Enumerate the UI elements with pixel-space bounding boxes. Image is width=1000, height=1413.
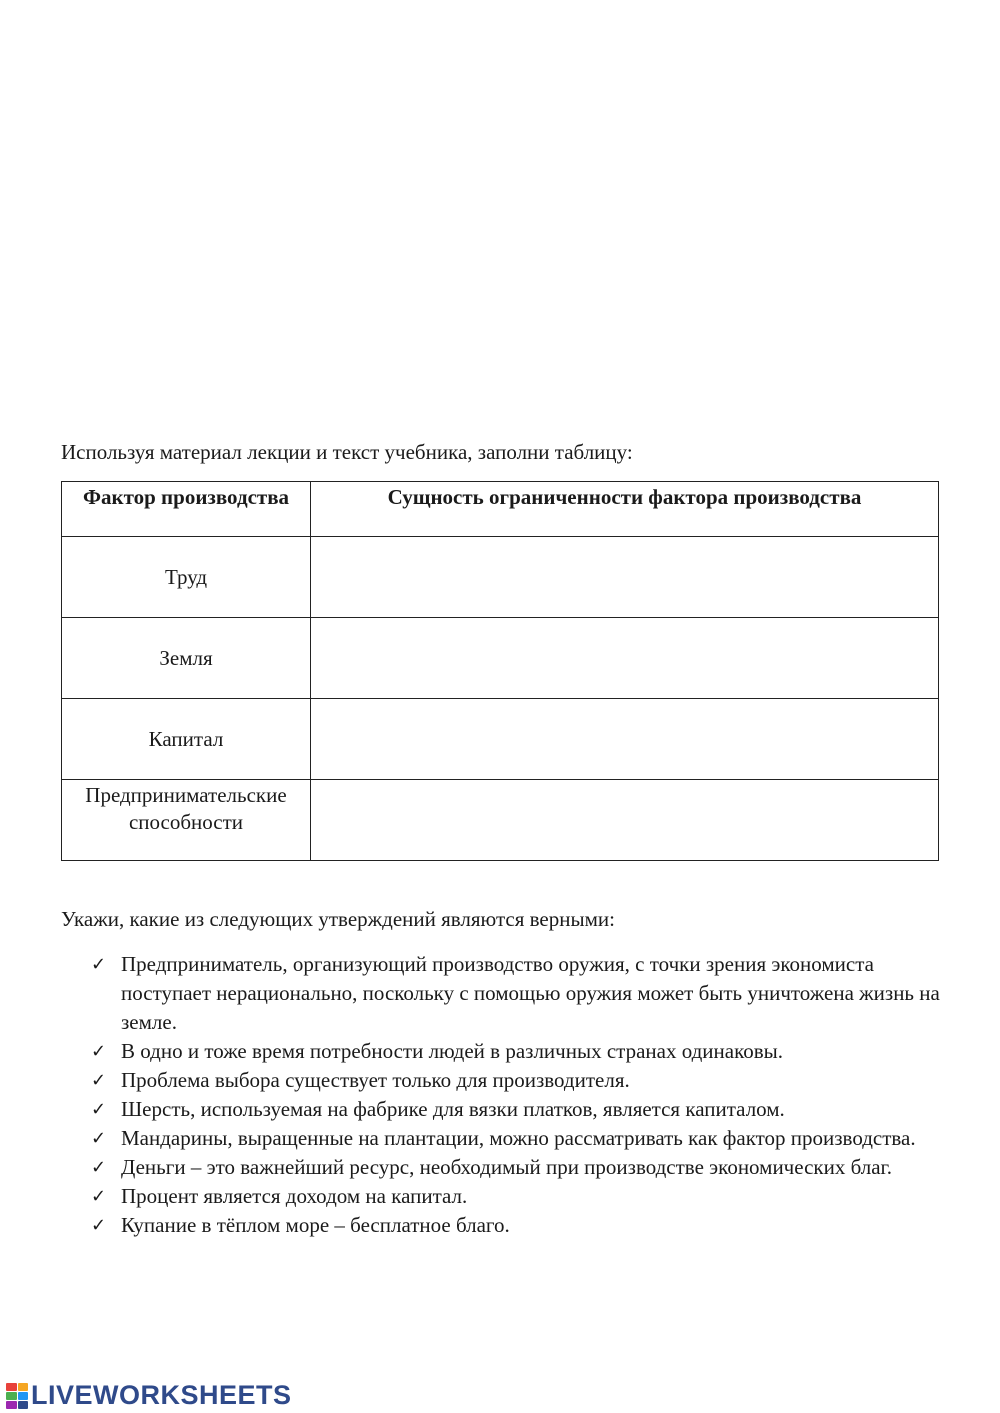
answer-cell[interactable] xyxy=(311,699,939,780)
liveworksheets-logo-icon xyxy=(6,1383,28,1409)
checkmark-icon: ✓ xyxy=(91,1041,107,1062)
statement-item[interactable] xyxy=(91,1037,951,1066)
answer-cell[interactable] xyxy=(311,618,939,699)
table-row xyxy=(62,618,939,699)
statement-text: Купание в тёплом море – бесплатное благо. xyxy=(121,1213,510,1237)
factor-cell: Земля xyxy=(62,618,311,699)
checkmark-icon: ✓ xyxy=(91,1070,107,1091)
logo-block xyxy=(18,1401,29,1409)
logo-block xyxy=(6,1401,17,1409)
brand-name: LIVEWORKSHEETS xyxy=(31,1380,292,1410)
header-factor: Фактор производства xyxy=(62,482,311,537)
table-row xyxy=(62,699,939,780)
factors-table xyxy=(61,481,939,861)
statement-item[interactable] xyxy=(91,1211,951,1240)
statement-text: Процент является доходом на капитал. xyxy=(121,1184,468,1208)
statement-item[interactable] xyxy=(91,950,951,1037)
logo-block xyxy=(18,1392,29,1400)
statement-item[interactable] xyxy=(91,1124,951,1153)
factor-cell: Капитал xyxy=(62,699,311,780)
table-instruction: Используя материал лекции и текст учебника, заполни таблицу: xyxy=(61,440,633,464)
statement-text: Шерсть, используемая на фабрике для вязки платков, является капиталом. xyxy=(121,1097,785,1121)
statement-item[interactable] xyxy=(91,1153,951,1182)
statement-item[interactable] xyxy=(91,1182,951,1211)
statement-text: Проблема выбора существует только для производителя. xyxy=(121,1068,630,1092)
logo-block xyxy=(6,1392,17,1400)
checkmark-icon: ✓ xyxy=(91,1099,107,1120)
factor-cell: Труд xyxy=(62,537,311,618)
checkmark-icon: ✓ xyxy=(91,954,107,975)
statement-item[interactable] xyxy=(91,1066,951,1095)
table-header-row xyxy=(62,482,939,537)
statements-question: Укажи, какие из следующих утверждений являются верными: xyxy=(61,907,615,931)
logo-block xyxy=(6,1383,17,1391)
table-row xyxy=(62,537,939,618)
checkmark-icon: ✓ xyxy=(91,1186,107,1207)
liveworksheets-logo[interactable] xyxy=(6,1380,292,1411)
checkmark-icon: ✓ xyxy=(91,1157,107,1178)
answer-cell[interactable] xyxy=(311,780,939,861)
factor-cell: Предпринимательские способности xyxy=(62,780,311,861)
header-essence: Сущность ограниченности фактора производства xyxy=(311,482,939,537)
table-row xyxy=(62,780,939,861)
statement-text: Мандарины, выращенные на плантации, можно рассматривать как фактор производства. xyxy=(121,1126,916,1150)
statement-item[interactable] xyxy=(91,1095,951,1124)
statement-text: В одно и тоже время потребности людей в различных странах одинаковы. xyxy=(121,1039,784,1063)
checkmark-icon: ✓ xyxy=(91,1215,107,1236)
statement-text: Предприниматель, организующий производство оружия, с точки зрения экономиста поступает нерационально, поскольку с помощью оружия может быть уничтожена жизнь на земле. xyxy=(121,952,940,1034)
statement-text: Деньги – это важнейший ресурс, необходимый при производстве экономических благ. xyxy=(121,1155,893,1179)
checkmark-icon: ✓ xyxy=(91,1128,107,1149)
answer-cell[interactable] xyxy=(311,537,939,618)
logo-block xyxy=(18,1383,29,1391)
statements-list xyxy=(91,950,951,1240)
